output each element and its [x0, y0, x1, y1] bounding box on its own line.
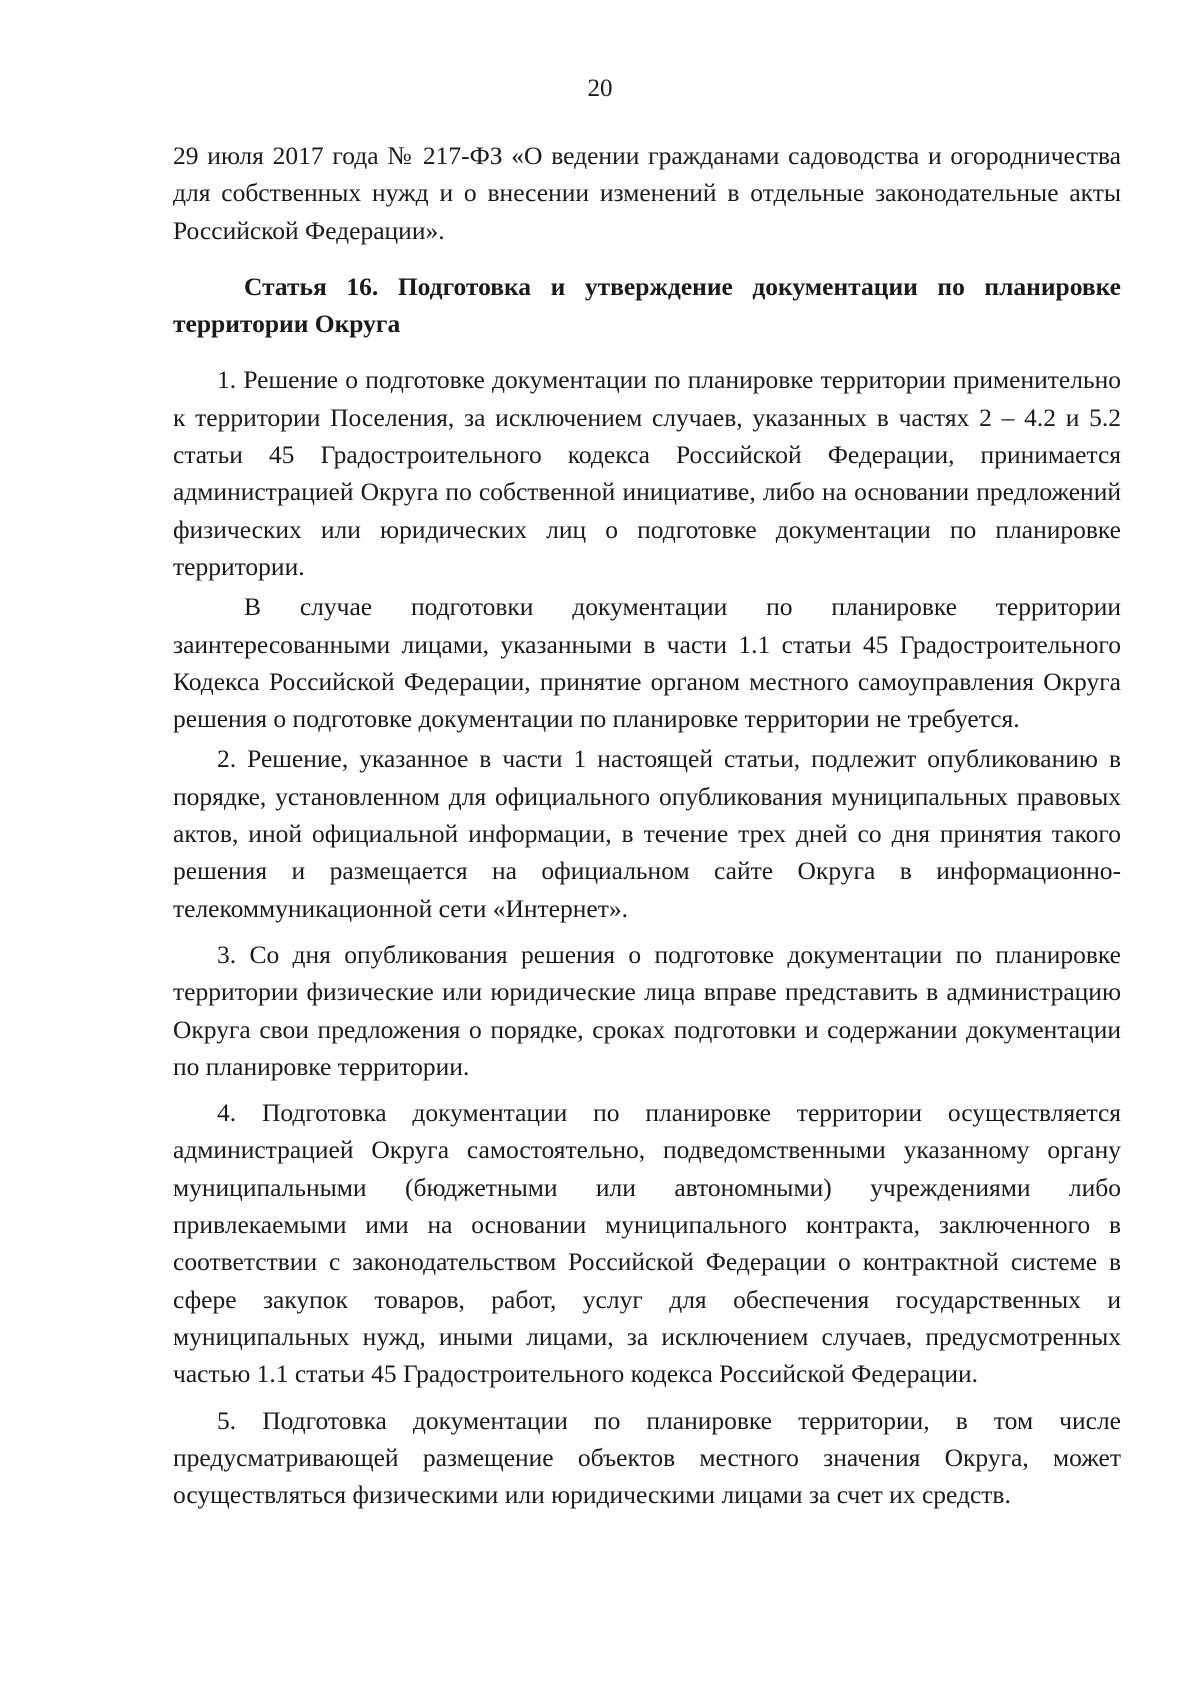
paragraph-item-5: 5. Подготовка документации по планировке территории, в том числе предусматривающей размещение объектов местного значения Округа, может осуществляться физическими или юридическими лицами за счет их средств. — [173, 1405, 1121, 1510]
paragraph-item-1-note: В случае подготовки документации по планировке территории заинтересованными лицами, указанными в части 1.1 статьи 45 Градостроительного Кодекса Российской Федерации, принятие органом местного самоуправления Округа решения о подготовке документации по планировке территории не требуется. — [173, 592, 1121, 734]
article-heading: Статья 16. Подготовка и утверждение документации по планировке территории Округа — [173, 271, 1121, 339]
intro-paragraph: 29 июля 2017 года № 217-ФЗ «О ведении гражданами садоводства и огородничества для собственных нужд и о внесении изменений в отдельные законодательные акты Российской Федерации». — [173, 141, 1121, 245]
paragraph-item-3: 3. Со дня опубликования решения о подготовке документации по планировке территории физические или юридические лица вправе представить в администрацию Округа свои предложения о порядке, сроках подготовки и содержании документации по планировке территории. — [173, 939, 1121, 1081]
document-body — [173, 137, 1121, 1513]
paragraph-item-4: 4. Подготовка документации по планировке территории осуществляется администрацией Округа самостоятельно, подведомственными указанному органу муниципальными (бюджетными или автономными) учреждениями либо привлекаемыми ими на основании муниципального контракта, заключенного в соответствии с законодательством Российской Федерации о контрактной системе в сфере закупок товаров, работ, услуг для обеспечения государственных и муниципальных нужд, иными лицами, за исключением случаев, предусмотренных частью 1.1 статьи 45 Градостроительного кодекса Российской Федерации. — [173, 1098, 1121, 1389]
page-number: 20 — [587, 75, 613, 102]
paragraph-item-1: 1. Решение о подготовке документации по планировке территории применительно к территории Поселения, за исключением случаев, указанных в частях 2 – 4.2 и 5.2 статьи 45 Градостроительного кодекса Российской Федерации, принимается администрацией Округа по собственной инициативе, либо на основании предложений физических или юридических лиц о подготовке документации по планировке территории. — [173, 365, 1121, 581]
paragraph-item-2: 2. Решение, указанное в части 1 настоящей статьи, подлежит опубликованию в порядке, установленном для официального опубликования муниципальных правовых актов, иной официальной информации, в течение трех дней со дня принятия такого решения и размещается на официальном сайте Округа в информационно-телекоммуникационной сети «Интернет». — [173, 744, 1121, 923]
